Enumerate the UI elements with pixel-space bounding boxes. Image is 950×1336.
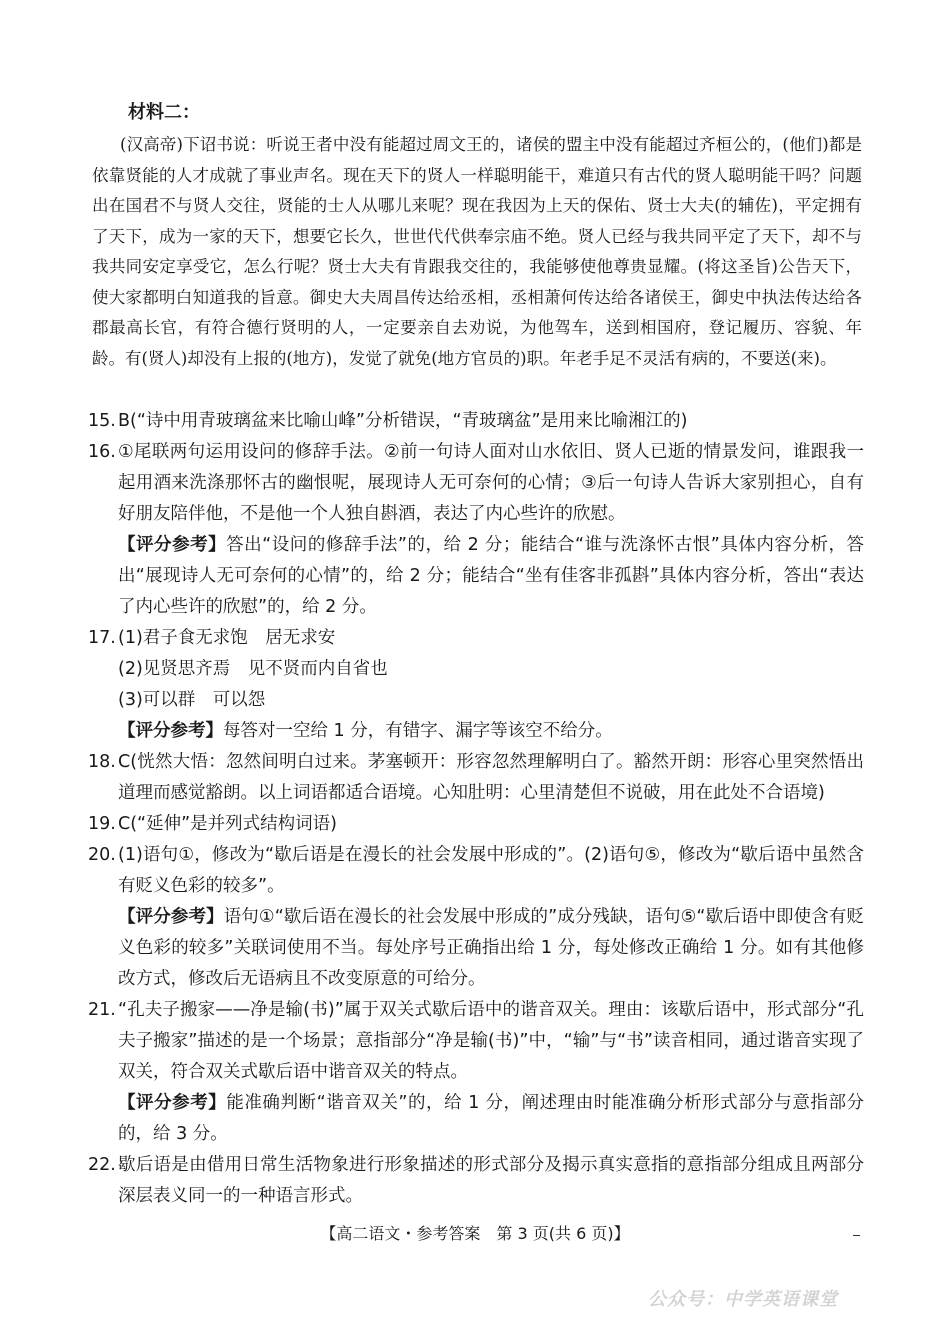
answer-text: B(“诗中用青玻璃盆来比喻山峰”分析错误，“青玻璃盆”是用来比喻湘江的) xyxy=(118,411,688,431)
answer-number: 20. xyxy=(88,845,116,865)
scoring-reference-tag: 【评分参考】 xyxy=(118,907,224,927)
material-translation-text: (汉高帝)下诏书说：听说王者中没有能超过周文王的，诸侯的盟主中没有能超过齐桓公的，(他们)都是依靠贤能的人才成就了事业声名。现在天下的贤人一样聪明能干，难道只有古代的贤人聪明能干吗？问题出在国君不与贤人交往，贤能的士人从哪儿来呢？现在我因为上天的保佑、贤士大夫(的辅佐)，平定拥有了天下，成为一家的天下，想要它长久，世世代代供奉宗庙不绝。贤人已经与我共同平定了天下，却不与我共同安定享受它，怎么行呢？贤士大夫有肯跟我交往的，我能够使他尊贵显耀。(将这圣旨)公告天下，使大家都明白知道我的旨意。御史大夫周昌传达给丞相，丞相萧何传达给各诸侯王，御史中执法传达给各郡最高长官，有符合德行贤明的人，一定要亲自去劝说，为他驾车，送到相国府，登记履历、容貌、年龄。有(贤人)却没有上报的(地方)，发觉了就免(地方官员的)职。年老手足不灵活有病的，不要送(来)。 xyxy=(92,135,862,368)
answer-22 xyxy=(88,1150,864,1212)
answer-number: 22. xyxy=(88,1155,116,1175)
answer-text: 歇后语是由借用日常生活物象进行形象描述的形式部分及揭示真实意指的意指部分组成且两部分深层表义同一的一种语言形式。 xyxy=(118,1155,864,1206)
scoring-reference xyxy=(118,530,864,623)
answer-text: “孔夫子搬家——净是输(书)”属于双关式歇后语中的谐音双关。理由：该歇后语中，形式部分“孔夫子搬家”描述的是一个场景；意指部分“净是输(书)”中，“输”与“书”读音相同，通过谐音实现了双关，符合双关式歇后语中谐音双关的特点。 xyxy=(118,1000,864,1082)
answer-number: 16. xyxy=(88,442,116,462)
answer-20 xyxy=(88,840,864,995)
answer-sub-item: (1)君子食无求饱 居无求安 xyxy=(118,628,336,648)
answer-number: 17. xyxy=(88,628,116,648)
scoring-reference xyxy=(118,1088,864,1150)
answer-18 xyxy=(88,747,864,809)
scoring-reference xyxy=(118,716,864,747)
answer-16 xyxy=(88,437,864,623)
scoring-reference-tag: 【评分参考】 xyxy=(118,535,227,555)
scoring-reference xyxy=(118,902,864,995)
answer-text: ①尾联两句运用设问的修辞手法。②前一句诗人面对山水依旧、贤人已逝的情景发问，谁跟我一起用酒来洗涤那怀古的幽恨呢，展现诗人无可奈何的心情；③后一句诗人告诉大家别担心，自有好朋友陪伴他，不是他一个人独自斟酒，表达了内心些许的欣慰。 xyxy=(118,442,864,524)
watermark: 公众号：中学英语课堂 xyxy=(648,1289,838,1310)
scoring-reference-tag: 【评分参考】 xyxy=(118,721,223,741)
answer-number: 15. xyxy=(88,411,116,431)
answer-text: (1)语句①，修改为“歇后语是在漫长的社会发展中形成的”。(2)语句⑤，修改为“歇后语中虽然含有贬义色彩的较多”。 xyxy=(118,845,864,896)
scoring-reference-tag: 【评分参考】 xyxy=(118,1093,227,1113)
answer-text: C(“延伸”是并列式结构词语) xyxy=(118,814,338,834)
footer-mark xyxy=(853,1235,860,1236)
answer-21 xyxy=(88,995,864,1150)
answer-number: 19. xyxy=(88,814,116,834)
page-footer: 【高二语文・参考答案 第 3 页(共 6 页)】 xyxy=(320,1224,630,1243)
answers-section xyxy=(88,406,864,1212)
answer-number: 18. xyxy=(88,752,116,772)
answer-number: 21. xyxy=(88,1000,116,1020)
answer-17 xyxy=(88,623,864,747)
scoring-reference-text: 答出“设问的修辞手法”的，给 2 分；能结合“谁与洗涤怀古恨”具体内容分析，答出“展现诗人无可奈何的心情”的，给 2 分；能结合“坐有佳客非孤斟”具体内容分析，答出“表达了内心些许的欣慰”的，给 2 分。 xyxy=(118,535,864,617)
answer-19 xyxy=(88,809,864,840)
material-heading: 材料二： xyxy=(128,102,200,123)
scoring-reference-text: 每答对一空给 1 分，有错字、漏字等该空不给分。 xyxy=(223,721,613,741)
answer-sub-item: (3)可以群 可以怨 xyxy=(118,690,266,710)
answer-sub-item: (2)见贤思齐焉 见不贤而内自省也 xyxy=(118,659,388,679)
answer-text: C(恍然大悟：忽然间明白过来。茅塞顿开：形容忽然理解明白了。豁然开朗：形容心里突然悟出道理而感觉豁朗。以上词语都适合语境。心知肚明：心里清楚但不说破，用在此处不合语境) xyxy=(118,752,864,803)
scoring-reference-text: 能准确判断“谐音双关”的，给 1 分，阐述理由时能准确分析形式部分与意指部分的，给 3 分。 xyxy=(118,1093,865,1144)
scoring-reference-text: 语句①“歇后语在漫长的社会发展中形成的”成分残缺，语句⑤“歇后语中即使含有贬义色彩的较多”关联词使用不当。每处序号正确指出给 1 分，每处修改正确给 1 分。如有其他修改方式，修改后无语病且不改变原意的可给分。 xyxy=(118,907,864,989)
answer-15 xyxy=(88,406,864,437)
